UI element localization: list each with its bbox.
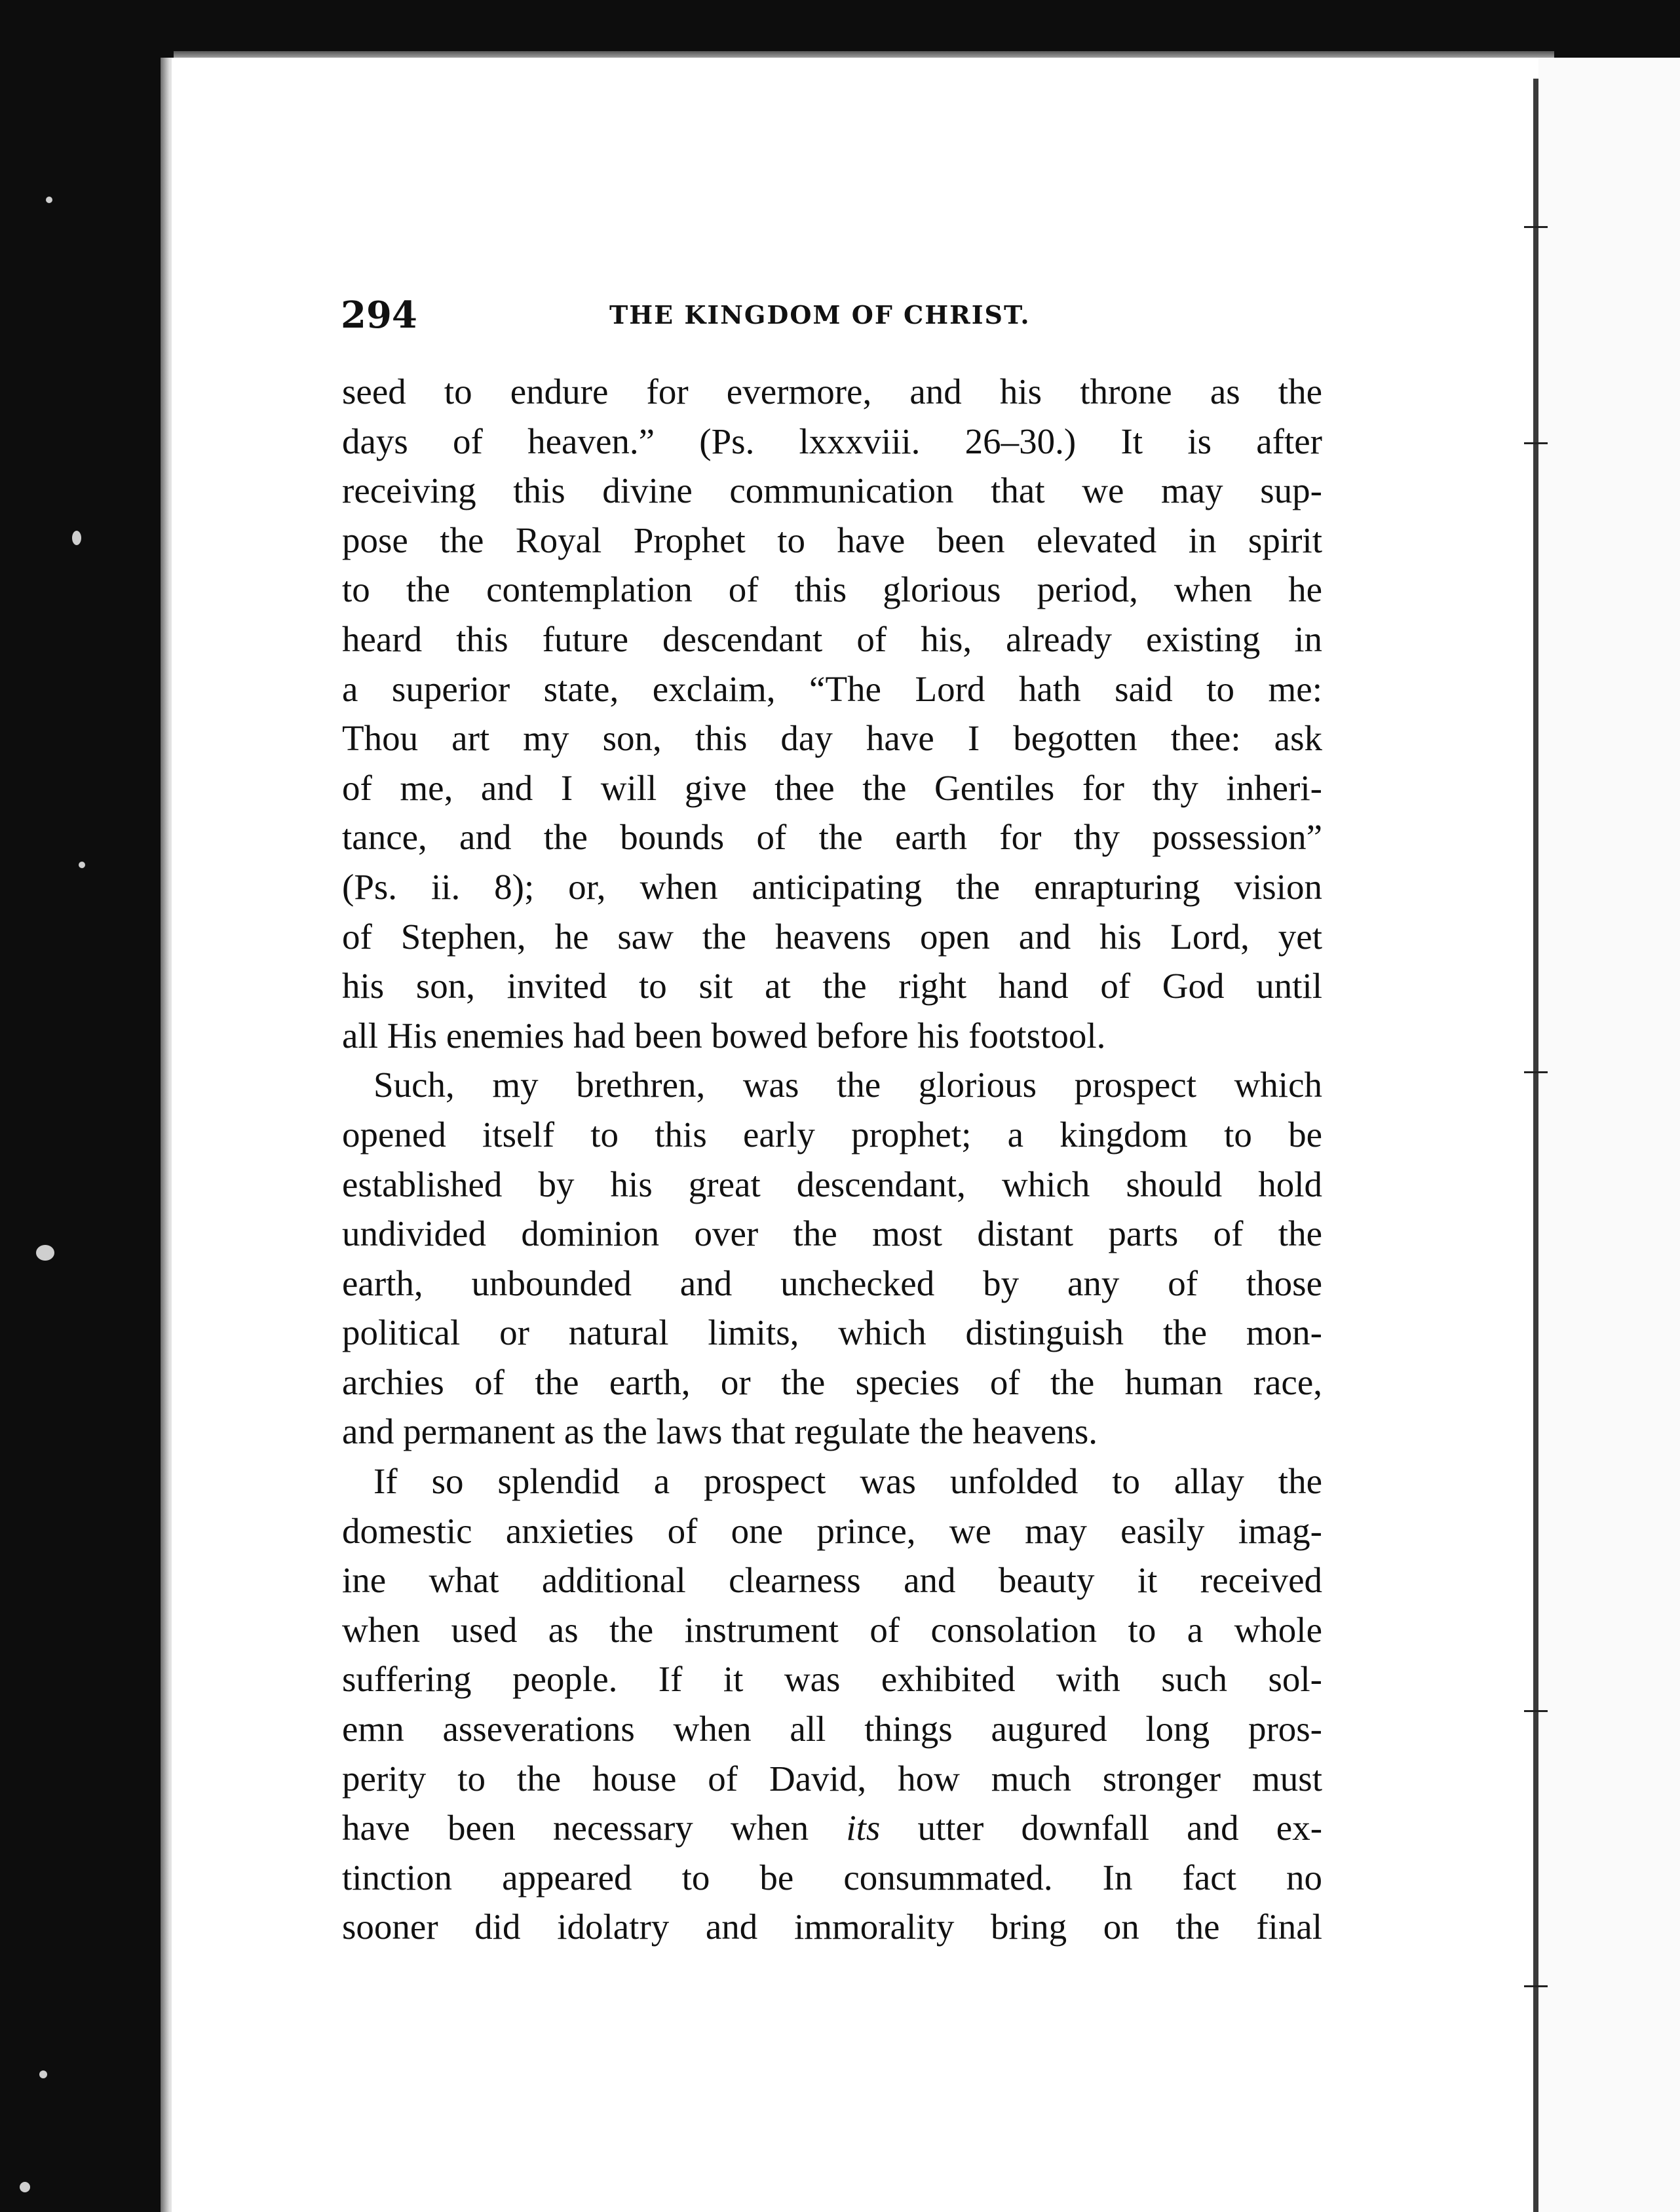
- text-line: sooner did idolatry and immorality bring on the final: [342, 1907, 1322, 1947]
- text-line: undivided dominion over the most distant parts of the: [342, 1213, 1322, 1254]
- text-line: political or natural limits, which distinguish the mon-: [342, 1312, 1322, 1353]
- text-line: tance, and the bounds of the earth for thy possession”: [342, 817, 1322, 858]
- running-head: [341, 294, 1337, 346]
- scan-speck: [72, 531, 81, 545]
- text-line: If so splendid a prospect was unfolded to allay the: [373, 1461, 1322, 1502]
- text-line-with-italic: [342, 1803, 1322, 1853]
- scan-speck: [79, 862, 85, 868]
- text-line: receiving this divine communication that we may sup-: [342, 470, 1322, 511]
- book-gutter: [1533, 79, 1538, 2212]
- text-line: of Stephen, he saw the heavens open and his Lord, yet: [342, 916, 1322, 957]
- text-line: all His enemies had been bowed before his footstool.: [342, 1015, 1106, 1056]
- text-line: Thou art my son, this day have I begotten thee: ask: [342, 718, 1322, 759]
- text-line: perity to the house of David, how much stronger must: [342, 1758, 1322, 1799]
- scan-speck: [46, 197, 52, 203]
- text-line: seed to endure for evermore, and his throne as the: [342, 372, 1322, 411]
- text-line: a superior state, exclaim, “The Lord hath said to me:: [342, 668, 1322, 709]
- text-line: archies of the earth, or the species of the human race,: [342, 1362, 1322, 1402]
- text-line: to the contemplation of this glorious period, when he: [342, 569, 1322, 610]
- stitch-mark: [1524, 1071, 1548, 1073]
- text-segment: have been necessary when: [342, 1808, 847, 1848]
- text-line: when used as the instrument of consolation to a whole: [342, 1609, 1322, 1650]
- text-line: his son, invited to sit at the right hand of God until: [342, 966, 1322, 1006]
- text-line: opened itself to this early prophet; a kingdom to be: [342, 1114, 1322, 1154]
- text-line: heard this future descendant of his, already existing in: [342, 619, 1322, 659]
- body-text: [342, 367, 1322, 1952]
- stitch-mark: [1524, 442, 1548, 444]
- stitch-mark: [1524, 226, 1548, 228]
- text-line: suffering people. If it was exhibited with such sol-: [342, 1659, 1322, 1700]
- text-line: domestic anxieties of one prince, we may easily imag-: [342, 1510, 1322, 1551]
- facing-page-strip: [1538, 58, 1680, 2212]
- running-title: THE KINGDOM OF CHRIST.: [609, 300, 1031, 330]
- scan-speck: [20, 2182, 30, 2192]
- scan-speck: [36, 1245, 54, 1261]
- text-line: of me, and I will give thee the Gentiles for thy inheri-: [342, 767, 1322, 808]
- italic-word: its: [846, 1808, 881, 1848]
- text-line: and permanent as the laws that regulate the heavens.: [342, 1411, 1098, 1452]
- text-line: earth, unbounded and unchecked by any of those: [342, 1263, 1322, 1303]
- text-line: ine what additional clearness and beauty it received: [342, 1560, 1322, 1601]
- text-line: established by his great descendant, which should hold: [342, 1164, 1322, 1204]
- text-line: (Ps. ii. 8); or, when anticipating the enrapturing vision: [342, 866, 1322, 907]
- stitch-mark: [1524, 1985, 1548, 1987]
- scan-speck: [39, 2070, 47, 2078]
- text-segment: utter downfall and ex-: [880, 1808, 1323, 1848]
- stitch-mark: [1524, 1710, 1548, 1712]
- text-line: tinction appeared to be consummated. In fact no: [342, 1857, 1322, 1897]
- text-line: pose the Royal Prophet to have been elevated in spirit: [342, 520, 1322, 560]
- text-line: days of heaven.” (Ps. lxxxviii. 26–30.) It is after: [342, 421, 1322, 461]
- text-line: emn asseverations when all things augured long pros-: [342, 1709, 1322, 1749]
- page-number: 294: [341, 294, 417, 337]
- text-line: Such, my brethren, was the glorious prospect which: [373, 1065, 1322, 1105]
